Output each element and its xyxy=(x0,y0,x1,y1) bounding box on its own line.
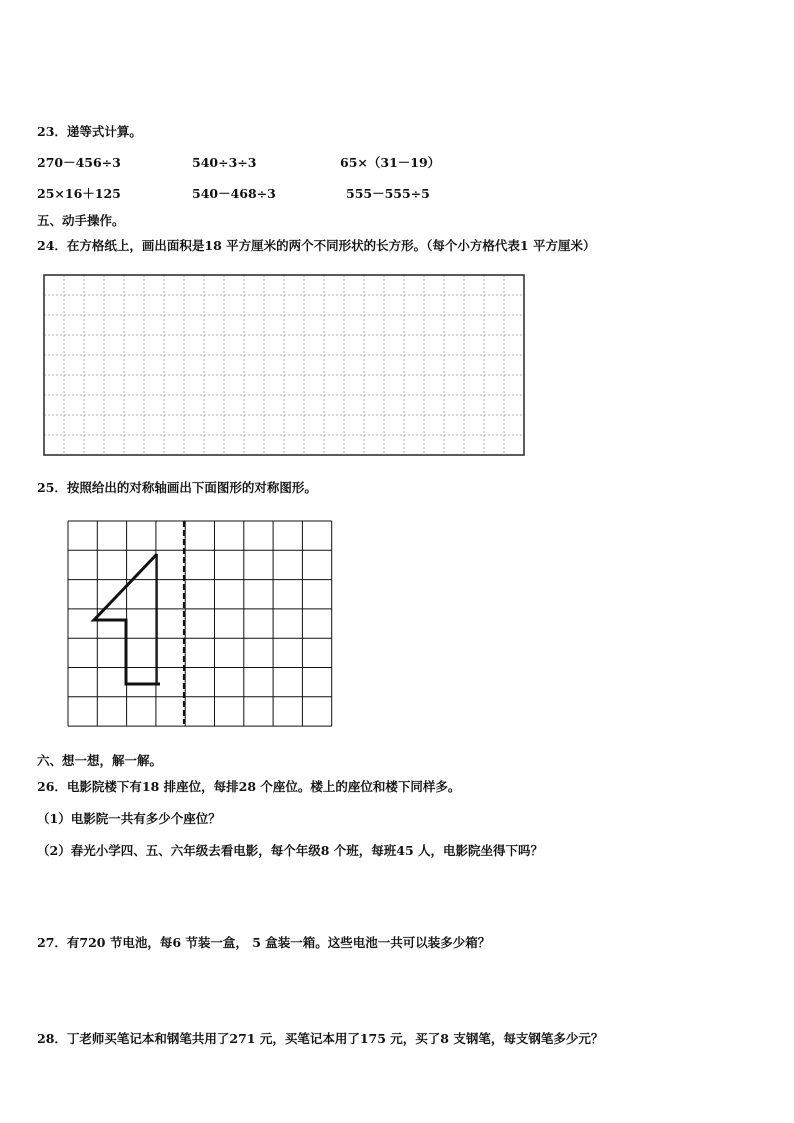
q23-expr-1: 270－456÷3 xyxy=(37,155,121,170)
q24-heading: 24．在方格纸上，画出面积是18 平方厘米的两个不同形状的长方形。（每个小方格代表1 平方厘米） xyxy=(37,238,596,253)
q23-expr-3: 65×（31－19） xyxy=(340,155,441,170)
q23-heading: 23．递等式计算。 xyxy=(37,124,142,139)
q25-grid-lines xyxy=(68,521,332,726)
q26-part-1: （1）电影院一共有多少个座位？ xyxy=(37,811,221,826)
q24-grid-paper[interactable] xyxy=(42,273,526,457)
section-6-heading: 六、想一想，解一解。 xyxy=(37,753,163,768)
q23-expr-2: 540÷3÷3 xyxy=(192,155,257,170)
q25-heading: 25．按照给出的对称轴画出下面图形的对称图形。 xyxy=(37,480,317,495)
q26-heading: 26．电影院楼下有18 排座位，每排28 个座位。楼上的座位和楼下同样多。 xyxy=(37,779,461,794)
q28-heading: 28．丁老师买笔记本和钢笔共用了271 元，买笔记本用了175 元，买了8 支钢笔，每支钢笔多少元？ xyxy=(37,1031,604,1046)
q23-expr-4: 25×16＋125 xyxy=(37,186,121,201)
q23-expr-6: 555－555÷5 xyxy=(346,186,430,201)
q23-expr-5: 540－468÷3 xyxy=(192,186,276,201)
q25-symmetry-grid[interactable] xyxy=(66,519,334,729)
q27-heading: 27．有720 节电池，每6 节装一盒， 5 盒装一箱。这些电池一共可以装多少箱？ xyxy=(37,935,491,950)
q26-part-2: （2）春光小学四、五、六年级去看电影，每个年级8 个班，每班45 人，电影院坐得下吗？ xyxy=(37,843,543,858)
section-5-heading: 五、动手操作。 xyxy=(37,213,125,228)
